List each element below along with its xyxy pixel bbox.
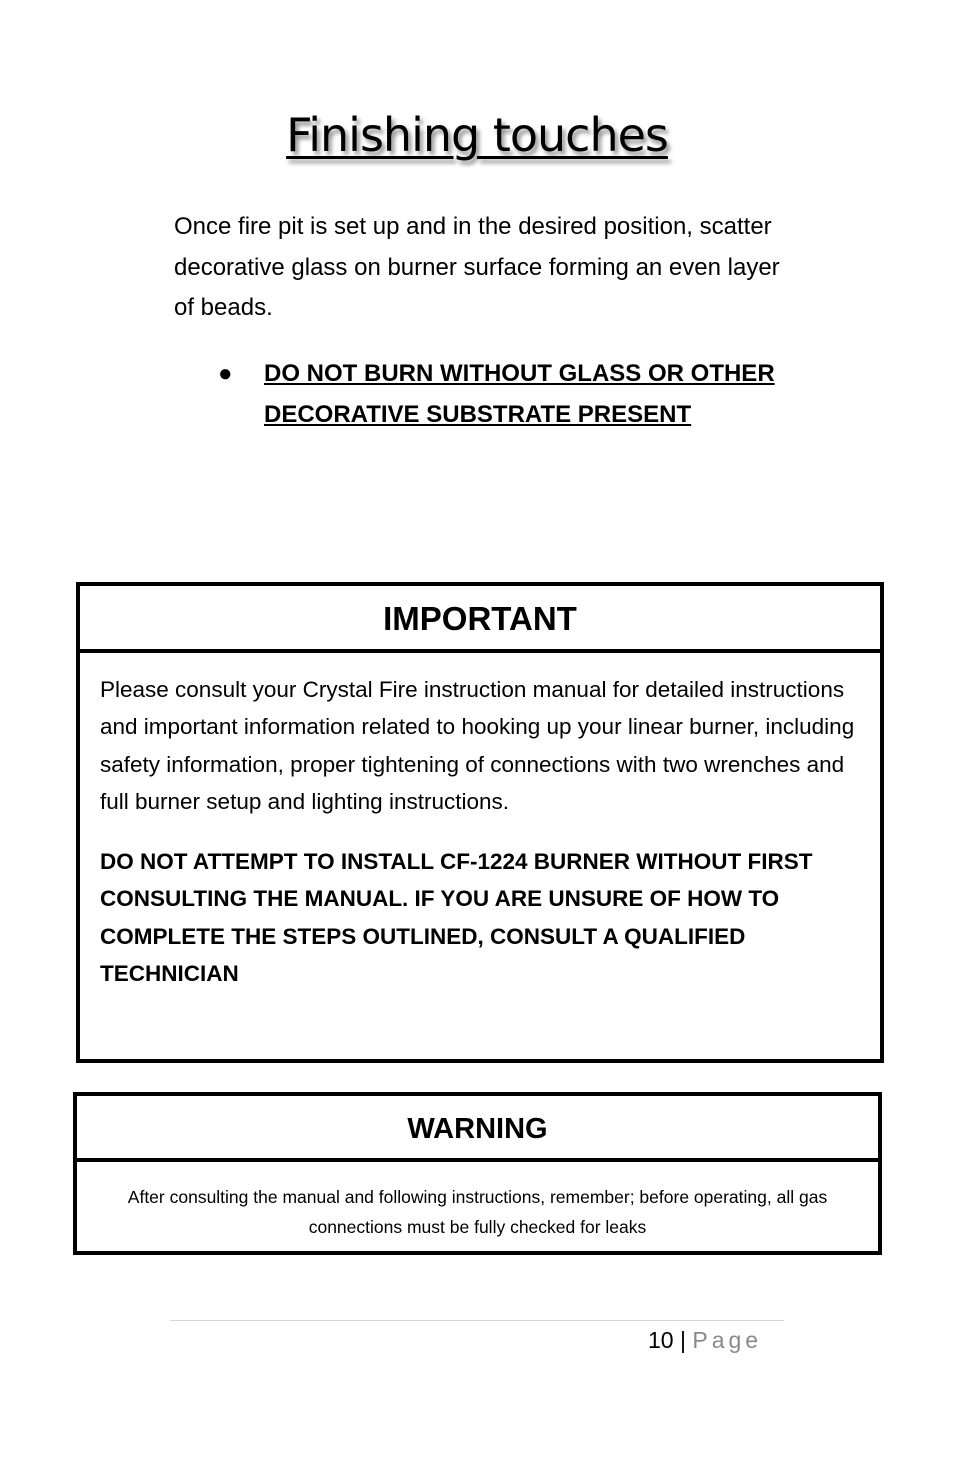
list-item	[214, 354, 814, 435]
important-box	[76, 582, 884, 1063]
warning-text: After consulting the manual and following instructions, remember; before operating, all gas connections must be fully checked for leaks	[127, 1187, 828, 1237]
important-text: Please consult your Crystal Fire instruction manual for detailed instructions and important information related to hooking up your linear burner, including safety information, proper tightening of connections with two wrenches and full burner setup and lighting instructions.	[100, 677, 855, 814]
page-footer	[648, 1322, 762, 1358]
bullet-icon: ●	[218, 360, 233, 387]
footer-separator: |	[679, 1327, 686, 1353]
bullet-text: DO NOT BURN WITHOUT GLASS OR OTHER DECORATIVE SUBSTRATE PRESENT	[264, 360, 775, 428]
important-heading: IMPORTANT	[80, 586, 880, 653]
bullet-list	[214, 354, 814, 435]
page-title: Finishing touches	[286, 108, 668, 162]
footer-divider	[170, 1320, 784, 1321]
warning-box	[73, 1092, 882, 1255]
page-number: 10	[648, 1327, 674, 1353]
page-label: Page	[692, 1327, 763, 1353]
warning-heading: WARNING	[77, 1096, 878, 1162]
intro-paragraph: Once fire pit is set up and in the desired position, scatter decorative glass on burner surface forming an even layer of beads.	[174, 213, 780, 321]
important-caution: DO NOT ATTEMPT TO INSTALL CF-1224 BURNER WITHOUT FIRST CONSULTING THE MANUAL. IF YOU ARE UNSURE OF HOW TO COMPLETE THE STEPS OUTLINED, CONSULT A QUALIFIED TECHNICIAN	[100, 849, 813, 987]
important-body	[80, 653, 880, 992]
